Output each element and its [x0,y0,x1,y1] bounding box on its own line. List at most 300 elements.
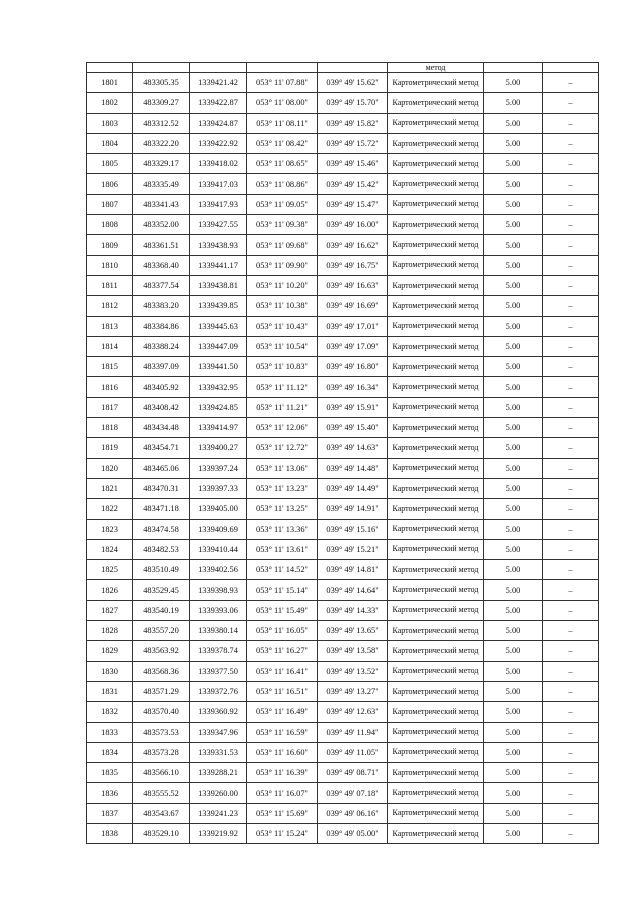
table-row [87,255,599,275]
cell-method: Картометрический метод [388,702,484,722]
cell-point-number: 1816 [87,377,133,397]
table-row [87,458,599,478]
cell-method: Картометрический метод [388,600,484,620]
table-row-continuation [87,63,599,73]
cell-latitude: 053° 11' 16.05" [247,621,318,641]
cell-latitude: 053° 11' 15.49" [247,600,318,620]
cell-point-number: 1832 [87,702,133,722]
cell-x: 483474.58 [133,519,190,539]
cell-latitude: 053° 11' 15.24" [247,823,318,843]
cell-longitude: 039° 49' 14.63" [318,438,388,458]
cell-note: – [543,803,599,823]
cell-y: 1339219.92 [190,823,247,843]
cell-accuracy: 5.00 [484,499,543,519]
cell-x: 483341.43 [133,194,190,214]
cell-latitude: 053° 11' 08.42" [247,133,318,153]
cell-x: 483434.48 [133,418,190,438]
cell-y: 1339409.69 [190,519,247,539]
cell-accuracy: 5.00 [484,823,543,843]
cell-y: 1339432.95 [190,377,247,397]
table-row [87,742,599,762]
cell-x: 483361.51 [133,235,190,255]
cell-y: 1339445.63 [190,316,247,336]
table-row [87,580,599,600]
cell-note: – [543,235,599,255]
cell-longitude: 039° 49' 13.65" [318,621,388,641]
cell-note: – [543,458,599,478]
table-row [87,803,599,823]
table-row [87,600,599,620]
cell-latitude: 053° 11' 11.21" [247,397,318,417]
cell-y: 1339447.09 [190,336,247,356]
cell-method: Картометрический метод [388,357,484,377]
cell-point-number: 1831 [87,681,133,701]
cell-x: 483454.71 [133,438,190,458]
cell-point-number: 1825 [87,560,133,580]
cell-longitude: 039° 49' 16.62" [318,235,388,255]
cell-longitude: 039° 49' 16.80" [318,357,388,377]
table-row [87,174,599,194]
cell-note: – [543,377,599,397]
cell-accuracy: 5.00 [484,154,543,174]
cell-empty [318,63,388,73]
cell-accuracy: 5.00 [484,73,543,93]
cell-latitude: 053° 11' 08.65" [247,154,318,174]
cell-longitude: 039° 49' 14.49" [318,478,388,498]
cell-latitude: 053° 11' 11.12" [247,377,318,397]
cell-x: 483377.54 [133,275,190,295]
cell-x: 483557.20 [133,621,190,641]
cell-point-number: 1835 [87,763,133,783]
table-row [87,275,599,295]
cell-x: 483408.42 [133,397,190,417]
cell-x: 483309.27 [133,93,190,113]
cell-accuracy: 5.00 [484,783,543,803]
cell-accuracy: 5.00 [484,397,543,417]
cell-empty [543,63,599,73]
cell-x: 483465.06 [133,458,190,478]
cell-longitude: 039° 49' 15.47" [318,194,388,214]
cell-point-number: 1836 [87,783,133,803]
cell-method: Картометрический метод [388,296,484,316]
cell-accuracy: 5.00 [484,418,543,438]
cell-y: 1339418.02 [190,154,247,174]
cell-x: 483388.24 [133,336,190,356]
cell-y: 1339347.96 [190,722,247,742]
cell-note: – [543,438,599,458]
table-row [87,113,599,133]
cell-point-number: 1829 [87,641,133,661]
table-row [87,681,599,701]
cell-y: 1339360.92 [190,702,247,722]
cell-y: 1339422.92 [190,133,247,153]
cell-longitude: 039° 49' 15.82" [318,113,388,133]
cell-y: 1339441.50 [190,357,247,377]
table-row [87,154,599,174]
cell-latitude: 053° 11' 08.11" [247,113,318,133]
cell-latitude: 053° 11' 13.61" [247,539,318,559]
cell-accuracy: 5.00 [484,438,543,458]
cell-note: – [543,478,599,498]
cell-latitude: 053° 11' 16.49" [247,702,318,722]
cell-accuracy: 5.00 [484,702,543,722]
cell-method: Картометрический метод [388,438,484,458]
cell-point-number: 1804 [87,133,133,153]
cell-longitude: 039° 49' 06.16" [318,803,388,823]
table-row [87,560,599,580]
cell-y: 1339427.55 [190,215,247,235]
table-row [87,377,599,397]
table-row [87,722,599,742]
cell-x: 483397.09 [133,357,190,377]
cell-latitude: 053° 11' 10.83" [247,357,318,377]
table-row [87,194,599,214]
cell-point-number: 1809 [87,235,133,255]
cell-note: – [543,661,599,681]
cell-method: Картометрический метод [388,275,484,295]
cell-accuracy: 5.00 [484,93,543,113]
cell-y: 1339393.06 [190,600,247,620]
cell-point-number: 1810 [87,255,133,275]
cell-point-number: 1820 [87,458,133,478]
cell-accuracy: 5.00 [484,722,543,742]
cell-y: 1339417.93 [190,194,247,214]
table-row [87,763,599,783]
cell-x: 483529.45 [133,580,190,600]
cell-method: Картометрический метод [388,560,484,580]
cell-accuracy: 5.00 [484,580,543,600]
cell-note: – [543,600,599,620]
cell-y: 1339397.24 [190,458,247,478]
cell-note: – [543,73,599,93]
cell-note: – [543,275,599,295]
cell-method-continuation: метод [388,63,484,73]
cell-note: – [543,580,599,600]
cell-method: Картометрический метод [388,255,484,275]
cell-accuracy: 5.00 [484,357,543,377]
cell-method: Картометрический метод [388,783,484,803]
cell-x: 483570.40 [133,702,190,722]
table-row [87,438,599,458]
cell-longitude: 039° 49' 16.00" [318,215,388,235]
cell-point-number: 1803 [87,113,133,133]
cell-y: 1339378.74 [190,641,247,661]
cell-x: 483352.00 [133,215,190,235]
table-row [87,73,599,93]
cell-empty [247,63,318,73]
cell-point-number: 1802 [87,93,133,113]
cell-point-number: 1815 [87,357,133,377]
cell-longitude: 039° 49' 16.69" [318,296,388,316]
table-row [87,397,599,417]
cell-accuracy: 5.00 [484,133,543,153]
cell-x: 483368.40 [133,255,190,275]
cell-longitude: 039° 49' 16.63" [318,275,388,295]
cell-note: – [543,357,599,377]
cell-point-number: 1833 [87,722,133,742]
cell-x: 483529.10 [133,823,190,843]
cell-point-number: 1824 [87,539,133,559]
cell-method: Картометрический метод [388,418,484,438]
table-row [87,478,599,498]
cell-y: 1339439.85 [190,296,247,316]
cell-x: 483470.31 [133,478,190,498]
cell-method: Картометрический метод [388,499,484,519]
cell-method: Картометрический метод [388,154,484,174]
cell-point-number: 1807 [87,194,133,214]
cell-latitude: 053° 11' 16.27" [247,641,318,661]
cell-empty [87,63,133,73]
cell-longitude: 039° 49' 17.01" [318,316,388,336]
cell-y: 1339421.42 [190,73,247,93]
cell-accuracy: 5.00 [484,316,543,336]
cell-latitude: 053° 11' 10.54" [247,336,318,356]
cell-accuracy: 5.00 [484,174,543,194]
cell-x: 483383.20 [133,296,190,316]
cell-note: – [543,174,599,194]
cell-method: Картометрический метод [388,742,484,762]
cell-y: 1339424.87 [190,113,247,133]
cell-y: 1339438.81 [190,275,247,295]
table-row [87,823,599,843]
cell-accuracy: 5.00 [484,742,543,762]
cell-note: – [543,336,599,356]
cell-accuracy: 5.00 [484,194,543,214]
table-row [87,641,599,661]
cell-latitude: 053° 11' 13.36" [247,519,318,539]
cell-x: 483322.20 [133,133,190,153]
cell-method: Картометрический метод [388,113,484,133]
cell-method: Картометрический метод [388,661,484,681]
cell-y: 1339402.56 [190,560,247,580]
cell-method: Картометрический метод [388,133,484,153]
cell-y: 1339400.27 [190,438,247,458]
cell-latitude: 053° 11' 16.07" [247,783,318,803]
cell-longitude: 039° 49' 14.33" [318,600,388,620]
cell-note: – [543,621,599,641]
cell-accuracy: 5.00 [484,215,543,235]
cell-x: 483571.29 [133,681,190,701]
coordinates-table [86,62,599,844]
cell-latitude: 053° 11' 16.51" [247,681,318,701]
cell-accuracy: 5.00 [484,641,543,661]
cell-note: – [543,560,599,580]
table-row [87,296,599,316]
cell-longitude: 039° 49' 15.72" [318,133,388,153]
cell-accuracy: 5.00 [484,661,543,681]
cell-x: 483568.36 [133,661,190,681]
table-row [87,235,599,255]
cell-latitude: 053° 11' 16.41" [247,661,318,681]
cell-note: – [543,255,599,275]
cell-longitude: 039° 49' 11.94" [318,722,388,742]
cell-latitude: 053° 11' 12.06" [247,418,318,438]
cell-note: – [543,681,599,701]
cell-accuracy: 5.00 [484,519,543,539]
cell-point-number: 1817 [87,397,133,417]
table-row [87,93,599,113]
cell-y: 1339414.97 [190,418,247,438]
cell-y: 1339424.85 [190,397,247,417]
table-row [87,215,599,235]
cell-y: 1339410.44 [190,539,247,559]
cell-method: Картометрический метод [388,681,484,701]
cell-method: Картометрический метод [388,641,484,661]
cell-note: – [543,742,599,762]
cell-point-number: 1819 [87,438,133,458]
cell-x: 483573.53 [133,722,190,742]
cell-longitude: 039° 49' 14.91" [318,499,388,519]
cell-point-number: 1801 [87,73,133,93]
cell-y: 1339260.00 [190,783,247,803]
cell-y: 1339397.33 [190,478,247,498]
cell-longitude: 039° 49' 15.91" [318,397,388,417]
cell-x: 483555.52 [133,783,190,803]
cell-method: Картометрический метод [388,763,484,783]
cell-method: Картометрический метод [388,73,484,93]
cell-note: – [543,763,599,783]
cell-y: 1339438.93 [190,235,247,255]
cell-note: – [543,133,599,153]
cell-longitude: 039° 49' 14.81" [318,560,388,580]
cell-latitude: 053° 11' 13.25" [247,499,318,519]
cell-note: – [543,316,599,336]
cell-x: 483540.19 [133,600,190,620]
table-row [87,702,599,722]
cell-method: Картометрический метод [388,478,484,498]
cell-empty [133,63,190,73]
cell-accuracy: 5.00 [484,560,543,580]
cell-y: 1339398.93 [190,580,247,600]
cell-point-number: 1813 [87,316,133,336]
cell-accuracy: 5.00 [484,458,543,478]
cell-note: – [543,215,599,235]
table-row [87,661,599,681]
cell-longitude: 039° 49' 08.71" [318,763,388,783]
cell-accuracy: 5.00 [484,621,543,641]
cell-note: – [543,154,599,174]
cell-method: Картометрический метод [388,235,484,255]
cell-point-number: 1838 [87,823,133,843]
cell-y: 1339405.00 [190,499,247,519]
cell-point-number: 1826 [87,580,133,600]
cell-y: 1339422.87 [190,93,247,113]
table-row [87,357,599,377]
cell-method: Картометрический метод [388,93,484,113]
cell-accuracy: 5.00 [484,763,543,783]
cell-latitude: 053° 11' 10.43" [247,316,318,336]
cell-note: – [543,296,599,316]
cell-latitude: 053° 11' 13.06" [247,458,318,478]
cell-y: 1339380.14 [190,621,247,641]
cell-method: Картометрический метод [388,823,484,843]
cell-longitude: 039° 49' 15.70" [318,93,388,113]
cell-method: Картометрический метод [388,722,484,742]
cell-longitude: 039° 49' 15.40" [318,418,388,438]
cell-point-number: 1834 [87,742,133,762]
table-row [87,316,599,336]
cell-x: 483563.92 [133,641,190,661]
cell-x: 483510.49 [133,560,190,580]
cell-note: – [543,702,599,722]
cell-accuracy: 5.00 [484,539,543,559]
cell-latitude: 053° 11' 08.00" [247,93,318,113]
cell-latitude: 053° 11' 16.39" [247,763,318,783]
cell-method: Картометрический метод [388,519,484,539]
cell-point-number: 1805 [87,154,133,174]
cell-latitude: 053° 11' 15.14" [247,580,318,600]
cell-note: – [543,499,599,519]
cell-longitude: 039° 49' 16.34" [318,377,388,397]
cell-note: – [543,418,599,438]
table-row [87,336,599,356]
table-row [87,499,599,519]
cell-longitude: 039° 49' 15.21" [318,539,388,559]
cell-accuracy: 5.00 [484,478,543,498]
cell-accuracy: 5.00 [484,803,543,823]
cell-method: Картометрический метод [388,621,484,641]
cell-x: 483566.10 [133,763,190,783]
cell-note: – [543,783,599,803]
cell-longitude: 039° 49' 12.63" [318,702,388,722]
cell-point-number: 1837 [87,803,133,823]
cell-x: 483329.17 [133,154,190,174]
table-row [87,621,599,641]
cell-method: Картометрический метод [388,458,484,478]
cell-note: – [543,93,599,113]
cell-accuracy: 5.00 [484,336,543,356]
cell-x: 483312.52 [133,113,190,133]
cell-note: – [543,641,599,661]
cell-y: 1339331.53 [190,742,247,762]
cell-x: 483405.92 [133,377,190,397]
cell-longitude: 039° 49' 13.27" [318,681,388,701]
cell-empty [190,63,247,73]
cell-point-number: 1830 [87,661,133,681]
cell-longitude: 039° 49' 07.18" [318,783,388,803]
cell-empty [484,63,543,73]
cell-x: 483471.18 [133,499,190,519]
cell-method: Картометрический метод [388,194,484,214]
cell-longitude: 039° 49' 16.75" [318,255,388,275]
cell-point-number: 1808 [87,215,133,235]
cell-latitude: 053° 11' 16.60" [247,742,318,762]
cell-y: 1339241.23 [190,803,247,823]
cell-point-number: 1814 [87,336,133,356]
cell-point-number: 1806 [87,174,133,194]
cell-method: Картометрический метод [388,336,484,356]
cell-longitude: 039° 49' 15.46" [318,154,388,174]
cell-note: – [543,823,599,843]
table-row [87,418,599,438]
cell-note: – [543,539,599,559]
cell-latitude: 053° 11' 09.05" [247,194,318,214]
cell-accuracy: 5.00 [484,377,543,397]
cell-method: Картометрический метод [388,803,484,823]
cell-longitude: 039° 49' 14.64" [318,580,388,600]
cell-method: Картометрический метод [388,215,484,235]
cell-x: 483305.35 [133,73,190,93]
cell-accuracy: 5.00 [484,235,543,255]
cell-point-number: 1821 [87,478,133,498]
cell-latitude: 053° 11' 09.38" [247,215,318,235]
cell-method: Картометрический метод [388,539,484,559]
cell-x: 483573.28 [133,742,190,762]
cell-method: Картометрический метод [388,316,484,336]
cell-point-number: 1828 [87,621,133,641]
cell-point-number: 1818 [87,418,133,438]
cell-accuracy: 5.00 [484,255,543,275]
